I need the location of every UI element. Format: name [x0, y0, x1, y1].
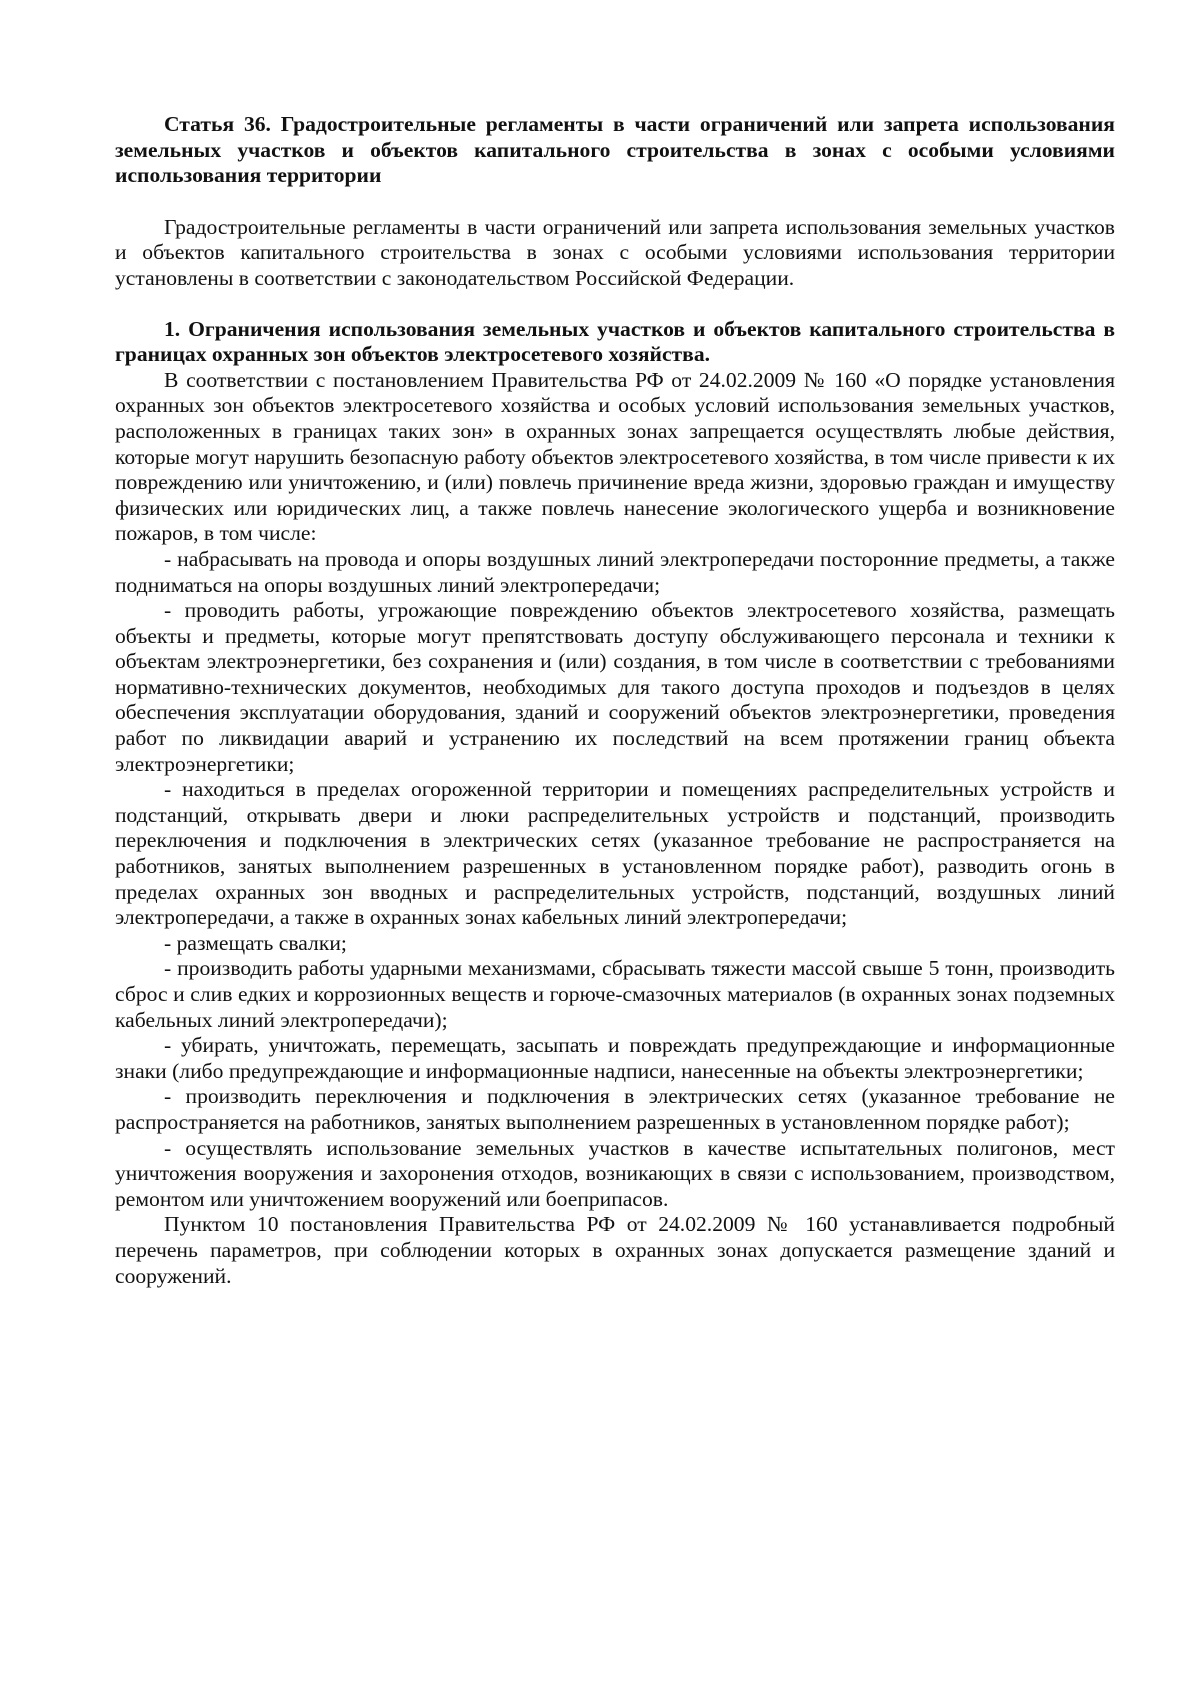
document-page [115, 112, 1115, 1289]
body-paragraph: Пунктом 10 постановления Правительства РФ от 24.02.2009 № 160 устанавливается подробный перечень параметров, при соблюдении которых в охранных зонах допускается размещение зданий и сооружений. [115, 1212, 1115, 1288]
list-item: - проводить работы, угрожающие повреждению объектов электросетевого хозяйства, размещать объекты и предметы, которые могут препятствовать доступу обслуживающего персонала и техники к объектам электроэнергетики, без сохранения и (или) создания, в том числе в соответствии с требованиями нормативно-технических документов, необходимых для такого доступа проходов и подъездов в целях обеспечения эксплуатации оборудования, зданий и сооружений объектов электроэнергетики, проведения работ по ликвидации аварий и устранению их последствий на всем протяжении границ объекта электроэнергетики; [115, 598, 1115, 776]
spacer [115, 189, 1115, 215]
body-paragraph: В соответствии с постановлением Правительства РФ от 24.02.2009 № 160 «О порядке установления охранных зон объектов электросетевого хозяйства и особых условий использования земельных участков, расположенных в границах таких зон» в охранных зонах запрещается осуществлять любые действия, которые могут нарушить безопасную работу объектов электросетевого хозяйства, в том числе привести к их повреждению или уничтожению, и (или) повлечь причинение вреда жизни, здоровью граждан и имуществу физических или юридических лиц, а также повлечь нанесение экологического ущерба и возникновение пожаров, в том числе: [115, 367, 1115, 546]
list-item: - убирать, уничтожать, перемещать, засыпать и повреждать предупреждающие и информационные знаки (либо предупреждающие и информационные надписи, нанесенные на объекты электроэнергетики; [115, 1033, 1115, 1083]
list-item: - находиться в пределах огороженной территории и помещениях распределительных устройств и подстанций, открывать двери и люки распределительных устройств и подстанций, производить переключения и подключения в электрических сетях (указанное требование не распространяется на работников, занятых выполнением разрешенных в установленном порядке работ), разводить огонь в пределах охранных зон вводных и распределительных устройств, подстанций, воздушных линий электропередачи, а также в охранных зонах кабельных линий электропередачи; [115, 777, 1115, 930]
section-heading: 1. Ограничения использования земельных участков и объектов капитального строительства в границах охранных зон объектов электросетевого хозяйства. [115, 316, 1115, 367]
list-item: - производить работы ударными механизмами, сбрасывать тяжести массой свыше 5 тонн, производить сброс и слив едких и коррозионных веществ и горюче-смазочных материалов (в охранных зонах подземных кабельных линий электропередачи); [115, 956, 1115, 1032]
article-title: Статья 36. Градостроительные регламенты в части ограничений или запрета использования земельных участков и объектов капитального строительства в зонах с особыми условиями использования территории [115, 112, 1115, 188]
list-item: - осуществлять использование земельных участков в качестве испытательных полигонов, мест уничтожения вооружения и захоронения отходов, возникающих в связи с использованием, производством, ремонтом или уничтожением вооружений или боеприпасов. [115, 1135, 1115, 1211]
list-item: - производить переключения и подключения в электрических сетях (указанное требование не распространяется на работников, занятых выполнением разрешенных в установленном порядке работ); [115, 1084, 1115, 1134]
list-item: - набрасывать на провода и опоры воздушных линий электропередачи посторонние предметы, а также подниматься на опоры воздушных линий электропередачи; [115, 546, 1115, 597]
intro-paragraph: Градостроительные регламенты в части ограничений или запрета использования земельных участков и объектов капитального строительства в зонах с особыми условиями использования территории установлены в соответствии с законодательством Российской Федерации. [115, 214, 1115, 290]
spacer [115, 292, 1115, 317]
list-item: - размещать свалки; [164, 930, 347, 955]
